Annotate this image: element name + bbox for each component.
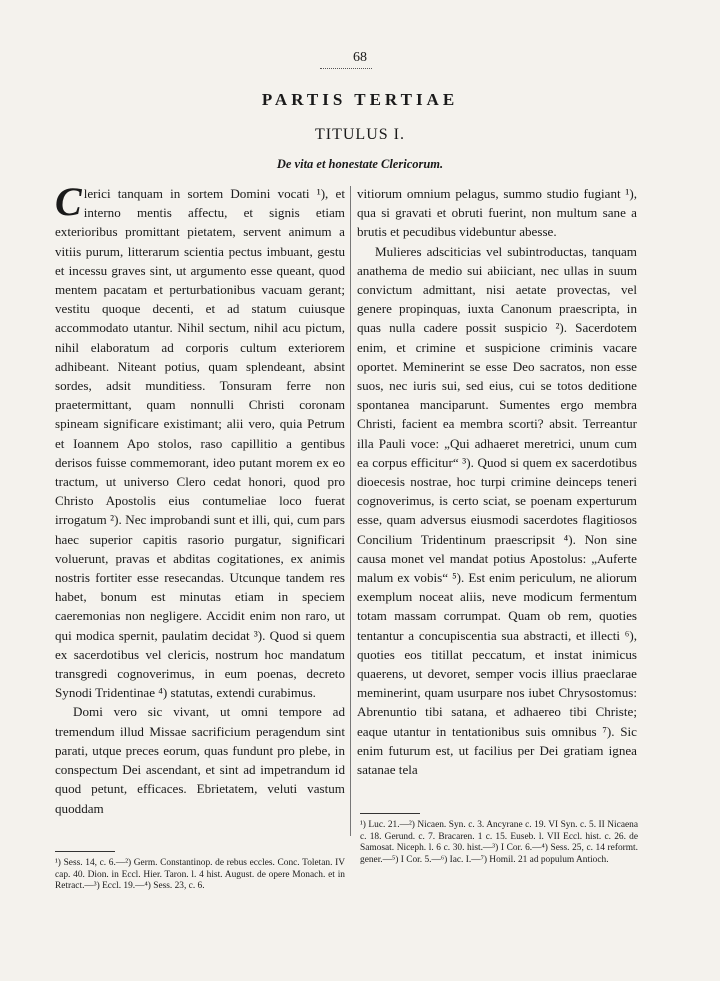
titulus-heading: TITULUS I.	[315, 126, 405, 143]
column-divider	[350, 186, 351, 836]
left-column	[55, 179, 345, 818]
footnote-rule-right	[360, 813, 420, 814]
dropcap: C	[55, 179, 82, 224]
footnote-rule-left	[55, 851, 115, 852]
page-number: 68	[353, 50, 367, 65]
part-title: PARTIS TERTIAE	[261, 90, 459, 109]
section-subtitle: De vita et honestate Clericorum.	[276, 157, 444, 171]
page-number-rule	[320, 68, 372, 69]
footnotes-right: ¹) Luc. 21.—²) Nicaen. Syn. c. 3. Ancyrane c. 19. VI Syn. c. 5. II Nicaena c. 18. Gerund. c. 7. Bracaren. 1 c. 15. Euseb. l. VII Eccl. hist. c. 26. de Samosat. Niceph. l. 6 c. 30. hist.—³) I Cor. 6.—⁴) Sess. 25, c. 14 reformt. gener.—⁵) I Cor. 5.—⁶) Iac. I.—⁷) Homil. 21 ad populum Antioch.	[360, 820, 638, 865]
right-paragraph-2: Mulieres adsciticias vel subintroductas, tanquam anathema de medio sui abiiciant, nec ullas in suum convictum admittant, nisi aetate provectas, vel genere propinquas, iuxta Canonum praescripta, in quas nulla cadere possit suspicio ²). Sacerdotem enim, et crimine et suspicione criminis vacare oportet. Meminerint se esse Deo sacratos, non esse suos, nec iuris sui, sed eius, cui se totos deditione spontanea manciparunt. Sumentes ergo membra Christi, facient ea membra scorti? absit. Terreantur illa Pauli voce: „Qui adhaeret meretrici, unum cum ea corpus efficitur“ ³). Quod si quem ex sacerdotibus dioecesis nostrae, hoc turpi crimine deinceps teneri cognoverimus, is certo sciat, se poenam experturum esse, quam adversus eiusmodi sacerdotes flagitiosos Concilium Tridentinum praescripsit ⁴). Non sine causa monet vel mandat potius Apostolus: „Auferte malum ex vobis“ ⁵). Est enim periculum, ne aliorum exemplum noceat aliis, neve modicum fermentum totam massam corrumpat. Quam ob rem, quoties tentantur a concupiscentia sua abstracti, et illecti ⁶), quoties eos titillat peccatum, et instat inimicus quaerens, ut devoret, semper vocis illius praeclarae meminerint, quam usurpare nos iubet Chrysostomus: Abrenuntio tibi satana, et adhaereo tibi Christe; eaque utantur in tentationibus suis omnibus ⁷). Sic enim futurum est, ut facilius per Dei gratiam ignea satanae tela	[357, 243, 637, 778]
left-paragraph-1	[55, 179, 345, 702]
left-paragraph-2: Domi vero sic vivant, ut omni tempore ad tremendum illud Missae sacrificium peragendum sint parati, utque preces eorum, quas fundunt pro plebe, in conspectum Dei ascendant, et sint ad impetrandum id quod petunt, efficaces. Ebrietatem, veluti vastum quoddam	[55, 704, 345, 816]
footnotes-left: ¹) Sess. 14, c. 6.—²) Germ. Constantinop. de rebus eccles. Conc. Toletan. IV cap. 40. Dion. in Eccl. Hier. Taron. l. 4 hist. August. de opere Monach. et in Retract.—³) Eccl. 19.—⁴) Sess. 23, c. 6.	[55, 858, 345, 892]
right-paragraph-1: vitiorum omnium pelagus, summo studio fugiant ¹), qua si gravati et obruti fuerint, non multum sane a brutis et pecudibus videbuntur abesse.	[357, 186, 637, 240]
right-column	[357, 184, 637, 779]
left-paragraph-1-text: lerici tanquam in sortem Domini vocati ¹), et interno mentis affectu, et signis etiam exterioribus promittant pietatem, servent animum a vitiis purum, litterarum scientia pectus imbuant, gestu et incessu graves sint, ut argumento esse queant, quod mentem pacatam et perturbationibus vacuam gerant; vestitu quoque decenti, et ad statum cuiusque accommodato utantur. Nihil sectum, nihil acu pictum, nihil elaboratum ad corporis cultum exteriorem adhibeant. Niteant potius, quam splendeant, absint sordes, adsit munditiess. Tonsuram ferre non praetermittant, quam nonnulli Christi coronam spineam significare existimant; alii vero, quia Petrum et Ioannem Apo stolos, raso capillitio a gentibus derisos fuisse commemorant, ideo putant morem ex eo tractum, ut universo Clero cedat honori, quod pro Christo Apostolis eius contumeliae loco fuerat irrogatum ²). Nec improbandi sunt et illi, qui, cum pars haec superior capitis rasorio purgatur, significari voluerunt, pravas et abditas cogitationes, ex animis nostris fortiter esse resecandas. Utcunque tandem res habet, bonum est minutas etiam in speciem caeremonias non negligere. Accidit enim non raro, ut qui modica spernit, paulatim decidat ³). Quod si quem ex sacerdotibus vel clericis, nostrum hoc mandatum transgredi cognoverimus, in eum poenas, decreto Synodi Tridentinae ⁴) statutas, extendi curabimus.	[55, 186, 345, 701]
